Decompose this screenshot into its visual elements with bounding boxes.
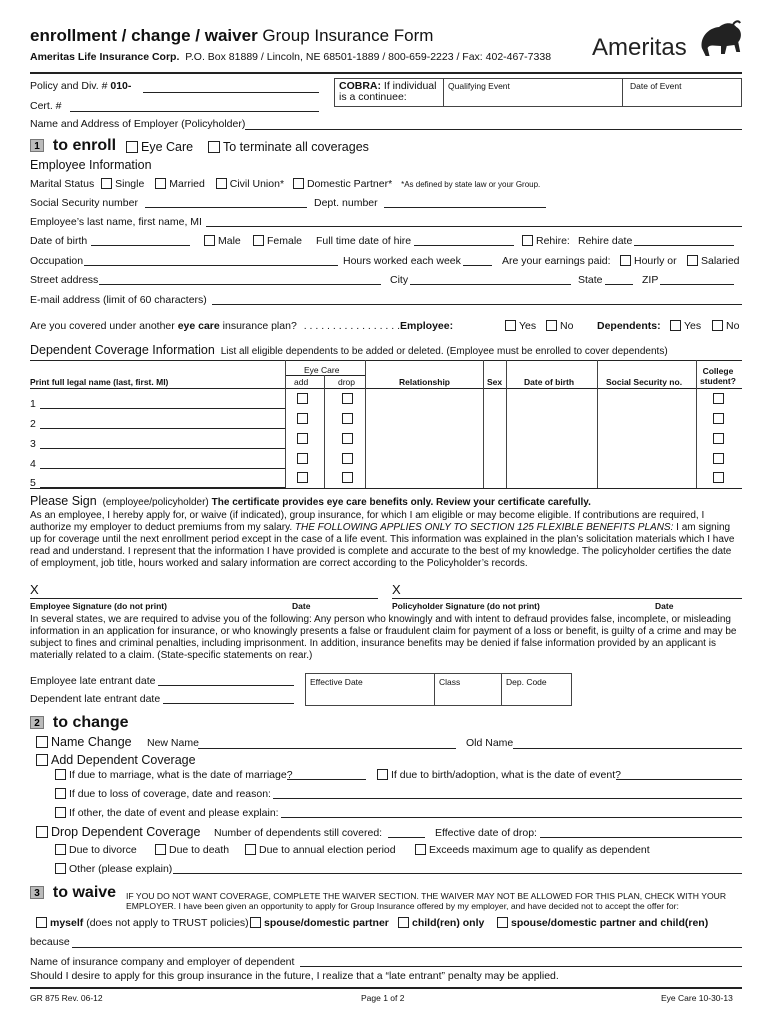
table-row (30, 469, 742, 488)
form-title-bold: enrollment / change / waiver (30, 26, 258, 45)
rehire-label: Rehire: (536, 235, 570, 247)
eye-care-rule (285, 375, 365, 376)
dependent-late-field[interactable] (163, 703, 294, 704)
other-event-field[interactable] (281, 817, 742, 818)
enroll-title: to enroll (52, 137, 117, 154)
other-explain-field[interactable] (173, 873, 742, 874)
eye-care-label: Eye Care (141, 140, 194, 154)
col-eye-care-header: Eye Care (304, 365, 340, 375)
waive-spouse-checkbox[interactable] (250, 917, 261, 928)
auth-text-c: I am signing up for coverage until the next enrollment period except in the case of a life event. This information was explained in the plan’s solicitation materials which I have read and understand. I represent that the information I have provided is complete and accurate to the best of my knowledge. The policyholder certifies the date of employment, job title, hours worked and salary information are correct according to the Policyholder’s records. (30, 522, 735, 569)
male-label: Male (218, 235, 241, 247)
add-dependent-label: Add Dependent Coverage (51, 753, 196, 767)
old-name-label: Old Name (466, 737, 514, 749)
row-number: 4 (30, 458, 36, 470)
drop-dependent-checkbox[interactable] (36, 826, 48, 838)
col-college-header (700, 366, 736, 386)
city-label: City (390, 274, 409, 286)
street-field[interactable] (99, 284, 381, 285)
date-of-event-label: Date of Event (630, 81, 682, 91)
marriage-date-field[interactable] (287, 779, 366, 780)
zip-label: ZIP (642, 274, 659, 286)
add-checkbox[interactable] (297, 453, 308, 464)
marriage-checkbox[interactable] (55, 769, 66, 780)
no-label: No (560, 320, 574, 332)
employer-label: Name and Address of Employer (Policyholder) (30, 118, 246, 130)
divorce-checkbox[interactable] (55, 844, 66, 855)
married-checkbox[interactable] (155, 178, 166, 189)
other-explain-checkbox[interactable] (55, 863, 66, 874)
marriage-option[interactable] (55, 769, 293, 781)
drop-dependent-option[interactable] (36, 825, 200, 839)
cobra-bold: COBRA: (339, 80, 381, 92)
waive-children-option[interactable] (398, 917, 484, 929)
office-box-divider (434, 673, 435, 706)
divorce-option[interactable] (55, 844, 137, 856)
col-college-2: student? (700, 376, 736, 386)
form-title (30, 26, 433, 46)
drop-checkbox[interactable] (342, 413, 353, 424)
authorization-paragraph (30, 510, 742, 570)
salaried-checkbox[interactable] (687, 255, 698, 266)
drop-checkbox[interactable] (342, 472, 353, 483)
annual-label: Due to annual election period (259, 844, 396, 856)
section-number: 1 (30, 139, 44, 152)
birth-date-field[interactable] (616, 779, 742, 780)
death-checkbox[interactable] (155, 844, 166, 855)
waive-spouse-children-label: spouse/domestic partner and child(ren) (511, 917, 709, 929)
employee-late-field[interactable] (158, 685, 294, 686)
col-name-header: Print full legal name (last, first. MI) (30, 377, 169, 387)
row-number: 1 (30, 398, 36, 410)
other-event-option[interactable] (55, 807, 279, 819)
leader-dots: . . . . . . . . . . . . . . . . . (303, 320, 400, 332)
waive-rest: I have been given an opportunity to apply for Group Insurance offered by my employer, and have decided not to accept the offer for: (176, 901, 679, 911)
last-name-label: Employee’s last name, first name, MI (30, 216, 202, 228)
ssn-label: Social Security number (30, 197, 138, 209)
covered-q1: Are you covered under another (30, 320, 178, 332)
civil-union-option[interactable] (216, 178, 284, 190)
fulltime-field[interactable] (414, 245, 514, 246)
company-line (30, 51, 551, 63)
table-header-rule (30, 388, 742, 389)
ins-company-field[interactable] (300, 966, 742, 967)
please-sign-sub: (employee/policyholder) (102, 497, 209, 508)
employee-date-label: Date (292, 601, 311, 611)
divorce-label: Due to divorce (69, 844, 137, 856)
hourly-option[interactable] (620, 255, 677, 267)
other-explain-option[interactable] (55, 863, 172, 875)
employer-field[interactable] (245, 129, 742, 130)
drop-checkbox[interactable] (342, 393, 353, 404)
waive-spouse-label: spouse/domestic partner (264, 917, 389, 929)
name-change-label: Name Change (51, 735, 132, 749)
cobra-divider (443, 78, 444, 107)
table-row (30, 450, 742, 469)
yes-label: Yes (684, 320, 702, 332)
dependents-no-option[interactable] (712, 320, 739, 332)
row-number: 2 (30, 418, 36, 430)
name-change-option[interactable] (36, 735, 132, 749)
myself-label: myself (50, 917, 84, 929)
eff-drop-label: Effective date of drop: (435, 827, 537, 839)
college-checkbox[interactable] (713, 413, 724, 424)
ameritas-logo (592, 34, 687, 62)
covered-q3: insurance plan? (219, 320, 297, 332)
other-event-checkbox[interactable] (55, 807, 66, 818)
state-field[interactable] (605, 284, 633, 285)
dep-code-label: Dep. Code (506, 677, 547, 687)
employee-signature-label: Employee Signature (do not print) (30, 601, 167, 611)
section-number: 2 (30, 716, 44, 729)
dependent-name-field[interactable] (40, 408, 285, 409)
rehire-option[interactable] (522, 235, 570, 247)
new-name-field[interactable] (198, 748, 456, 749)
rehire-date-label: Rehire date (578, 235, 633, 247)
auth-text-a: As an employee, I hereby apply for, or waive (if indicated), group insurance, for which I am eligible or may become eligible. If contributions are required, I authorize my employer to deduct premiums from my salary. (30, 510, 705, 533)
terminate-checkbox[interactable] (208, 141, 220, 153)
myself-option[interactable] (36, 917, 249, 929)
eye-care-checkbox[interactable] (126, 141, 138, 153)
page-number: Page 1 of 2 (361, 993, 405, 1003)
hourly-label: Hourly (634, 255, 665, 267)
civil-union-label: Civil Union* (229, 178, 285, 190)
last-name-field[interactable] (206, 226, 742, 227)
eff-drop-field[interactable] (540, 837, 742, 838)
table-bottom-rule (30, 488, 742, 489)
please-sign-heading (30, 494, 591, 508)
product-code: Eye Care 10-30-13 (661, 993, 733, 1003)
add-dependent-checkbox[interactable] (36, 754, 48, 766)
waive-spouse-children-checkbox[interactable] (497, 917, 508, 928)
college-checkbox[interactable] (713, 472, 724, 483)
single-checkbox[interactable] (101, 178, 112, 189)
exceeds-label: Exceeds maximum age to qualify as dependent (429, 844, 650, 856)
name-change-checkbox[interactable] (36, 736, 48, 748)
terminate-option[interactable] (208, 140, 369, 154)
state-label: State (578, 274, 603, 286)
add-checkbox[interactable] (297, 413, 308, 424)
female-option[interactable] (253, 235, 302, 247)
company-address: P.O. Box 81889 / Lincoln, NE 68501-1889 / 800-659-2223 / Fax: 402-467-7338 (185, 51, 552, 63)
employee-label: Employee: (400, 320, 454, 332)
other-coverage-question (30, 320, 453, 332)
drop-checkbox[interactable] (342, 433, 353, 444)
old-name-field[interactable] (513, 748, 742, 749)
enroll-header (30, 137, 116, 155)
policy-div-prefix: 010- (110, 80, 132, 92)
table-row (30, 410, 742, 429)
college-checkbox[interactable] (713, 433, 724, 444)
policyholder-x: X (392, 582, 401, 597)
salaried-option[interactable] (687, 255, 740, 267)
dependent-coverage-title: Dependent Coverage Information (30, 343, 215, 357)
other-explain-label: Other (please explain) (69, 863, 173, 875)
employee-no-option[interactable] (546, 320, 573, 332)
waive-children-checkbox[interactable] (398, 917, 409, 928)
zip-field[interactable] (660, 284, 734, 285)
add-checkbox[interactable] (297, 433, 308, 444)
waive-spouse-option[interactable] (250, 917, 389, 929)
eye-care-option[interactable] (126, 140, 193, 154)
street-label: Street address (30, 274, 99, 286)
dependents-yes-option[interactable] (670, 320, 701, 332)
domestic-partner-label: Domestic Partner* (306, 178, 393, 190)
waive-text (126, 891, 742, 911)
dept-label: Dept. number (314, 197, 378, 209)
cert-label: Cert. # (30, 100, 62, 112)
email-label: E-mail address (limit of 60 characters) (30, 294, 207, 306)
col-college-1: College (702, 366, 734, 376)
drop-dependent-label: Drop Dependent Coverage (51, 825, 201, 839)
myself-note: (does not apply to TRUST policies) (86, 917, 249, 929)
new-name-label: New Name (147, 737, 199, 749)
loss-checkbox[interactable] (55, 788, 66, 799)
single-label: Single (115, 178, 145, 190)
waive-header (30, 884, 116, 902)
cert-field[interactable] (70, 111, 319, 112)
effective-date-label: Effective Date (310, 677, 363, 687)
occupation-field[interactable] (84, 265, 338, 266)
married-option[interactable] (155, 178, 205, 190)
cobra-label (339, 81, 436, 103)
male-checkbox[interactable] (204, 235, 215, 246)
male-option[interactable] (204, 235, 241, 247)
fulltime-label: Full time date of hire (316, 235, 412, 247)
col-relationship-header: Relationship (399, 377, 451, 387)
add-checkbox[interactable] (297, 472, 308, 483)
col-drop-header: drop (338, 377, 356, 387)
dependents-yes-checkbox[interactable] (670, 320, 681, 331)
add-checkbox[interactable] (297, 393, 308, 404)
cobra-text1: If individual (383, 80, 437, 92)
cobra-divider (622, 78, 623, 107)
waive-title: to waive (52, 884, 117, 901)
logo-text: Ameritas (592, 34, 687, 61)
auth-text-b: THE FOLLOWING APPLIES ONLY TO SECTION 125 FLEXIBLE BENEFITS PLANS: (294, 522, 674, 533)
no-label: No (726, 320, 740, 332)
policy-div-field[interactable] (143, 92, 319, 93)
hourly-checkbox[interactable] (620, 255, 631, 266)
dependent-coverage-heading (30, 343, 668, 357)
loss-field[interactable] (273, 798, 742, 799)
row-number: 3 (30, 438, 36, 450)
row-number: 5 (30, 477, 36, 489)
email-field[interactable] (212, 304, 742, 305)
ssn-field[interactable] (145, 207, 307, 208)
num-deps-field[interactable] (388, 837, 425, 838)
college-checkbox[interactable] (713, 453, 724, 464)
defined-note: *As defined by state law or your Group. (401, 180, 541, 189)
please-sign-title: Please Sign (30, 494, 97, 508)
please-sign-bold: The certificate provides eye care benefits only. Review your certificate carefully. (211, 497, 591, 508)
dependent-late-label: Dependent late entrant date (30, 693, 161, 705)
add-dependent-option[interactable] (36, 753, 196, 767)
table-row (30, 390, 742, 409)
myself-checkbox[interactable] (36, 917, 47, 928)
female-label: Female (267, 235, 303, 247)
loss-label: If due to loss of coverage, date and reason: (69, 788, 271, 800)
change-title: to change (52, 714, 129, 731)
death-option[interactable] (155, 844, 229, 856)
policyholder-signature-label: Policyholder Signature (do not print) (392, 601, 540, 611)
table-row (30, 430, 742, 449)
covered-q2: eye care (177, 320, 220, 332)
form-number: GR 875 Rev. 06-12 (30, 993, 103, 1003)
exceeds-option[interactable] (415, 844, 650, 856)
form-title-rest: Group Insurance Form (257, 26, 434, 45)
occupation-label: Occupation (30, 255, 84, 267)
civil-union-checkbox[interactable] (216, 178, 227, 189)
employee-yes-checkbox[interactable] (505, 320, 516, 331)
marriage-label: If due to marriage, what is the date of marriage? (69, 769, 293, 781)
married-label: Married (169, 178, 205, 190)
change-header (30, 714, 128, 732)
employee-info-heading: Employee Information (30, 158, 152, 172)
waive-children-label: child(ren) only (412, 917, 485, 929)
employee-late-label: Employee late entrant date (30, 675, 156, 687)
other-event-label: If other, the date of event and please explain: (69, 807, 279, 819)
hours-label: Hours worked each week (343, 255, 461, 267)
single-option[interactable] (101, 178, 144, 190)
employee-yes-option[interactable] (505, 320, 536, 332)
dependents-no-checkbox[interactable] (712, 320, 723, 331)
company-name: Ameritas Life Insurance Corp. (30, 51, 180, 63)
because-field[interactable] (72, 947, 742, 948)
birth-option[interactable] (377, 769, 621, 781)
waive-caps: IF YOU DO NOT WANT COVERAGE, COMPLETE THE WAIVER SECTION. THE WAIVER MAY NOT BE ALLOWED FOR THIS PLAN, CHECK WITH YOUR EMPLOYER. (126, 891, 727, 911)
yes-label: Yes (519, 320, 537, 332)
col-dob-header: Date of birth (524, 377, 575, 387)
waive-spouse-children-option[interactable] (497, 917, 708, 929)
earnings-label: Are your earnings paid: (502, 255, 611, 267)
late-entrant-note: Should I desire to apply for this group insurance in the future, I realize that a “late entrant” penalty may be applied. (30, 970, 559, 982)
birth-checkbox[interactable] (377, 769, 388, 780)
hours-field[interactable] (463, 265, 492, 266)
dependents-label: Dependents: (597, 320, 661, 332)
employee-x: X (30, 582, 39, 597)
num-deps-label: Number of dependents still covered: (214, 827, 383, 839)
header-rule (30, 72, 742, 74)
policyholder-date-label: Date (655, 601, 674, 611)
section-number: 3 (30, 886, 44, 899)
loss-option[interactable] (55, 788, 271, 800)
policy-div-label (30, 80, 131, 92)
domestic-partner-checkbox[interactable] (293, 178, 304, 189)
rehire-date-field[interactable] (634, 245, 734, 246)
death-label: Due to death (169, 844, 230, 856)
cobra-text2: is a continuee: (339, 91, 407, 103)
col-sex-header: Sex (487, 377, 503, 387)
dependent-name-field[interactable] (40, 428, 285, 429)
policyholder-signature-line[interactable] (392, 598, 742, 599)
dependent-name-field[interactable] (40, 448, 285, 449)
ins-company-label: Name of insurance company and employer of dependent (30, 956, 295, 968)
marital-status-row (30, 178, 540, 190)
col-ssn-header: Social Security no. (606, 377, 683, 387)
annual-option[interactable] (245, 844, 396, 856)
office-box-divider (501, 673, 502, 706)
drop-checkbox[interactable] (342, 453, 353, 464)
fraud-warning-paragraph: In several states, we are required to advise you of the following: Any person who knowingly and with intent to defraud provides false, incomplete, or misleading information in an application for insurance, or who knowingly presents a false or fraudulent claim for payment of a loss or benefit, is guilty of a crime and may be subject to fines and criminal penalties, including imprisonment. In addition, insurance benefits may be denied if false information provided by an applicant is materially related to a claim. (State-specific statements on rear.) (30, 614, 737, 661)
dob-label: Date of birth (30, 235, 88, 247)
qualifying-event-label: Qualifying Event (448, 81, 510, 91)
dept-field[interactable] (384, 207, 546, 208)
employee-no-checkbox[interactable] (546, 320, 557, 331)
salaried-label: Salaried (701, 255, 740, 267)
col-add-header: add (294, 377, 309, 387)
domestic-partner-option[interactable] (293, 178, 392, 190)
exceeds-checkbox[interactable] (415, 844, 426, 855)
annual-checkbox[interactable] (245, 844, 256, 855)
footer-rule (30, 987, 742, 989)
terminate-label: To terminate all coverages (223, 140, 369, 154)
female-checkbox[interactable] (253, 235, 264, 246)
because-label: because (30, 936, 70, 948)
class-label: Class (439, 677, 461, 687)
bison-logo-icon (698, 18, 744, 60)
dob-field[interactable] (91, 245, 190, 246)
rehire-checkbox[interactable] (522, 235, 533, 246)
table-top-rule (30, 360, 742, 361)
or-label: or (667, 255, 677, 267)
employee-signature-line[interactable] (30, 598, 378, 599)
birth-label: If due to birth/adoption, what is the date of event? (391, 769, 621, 781)
policy-div-text: Policy and Div. # (30, 80, 108, 92)
dependent-coverage-subtitle: List all eligible dependents to be added or deleted. (Employee must be enrolled to cover dependents) (220, 346, 668, 357)
city-field[interactable] (410, 284, 571, 285)
college-checkbox[interactable] (713, 393, 724, 404)
marital-status-label: Marital Status (30, 178, 95, 190)
